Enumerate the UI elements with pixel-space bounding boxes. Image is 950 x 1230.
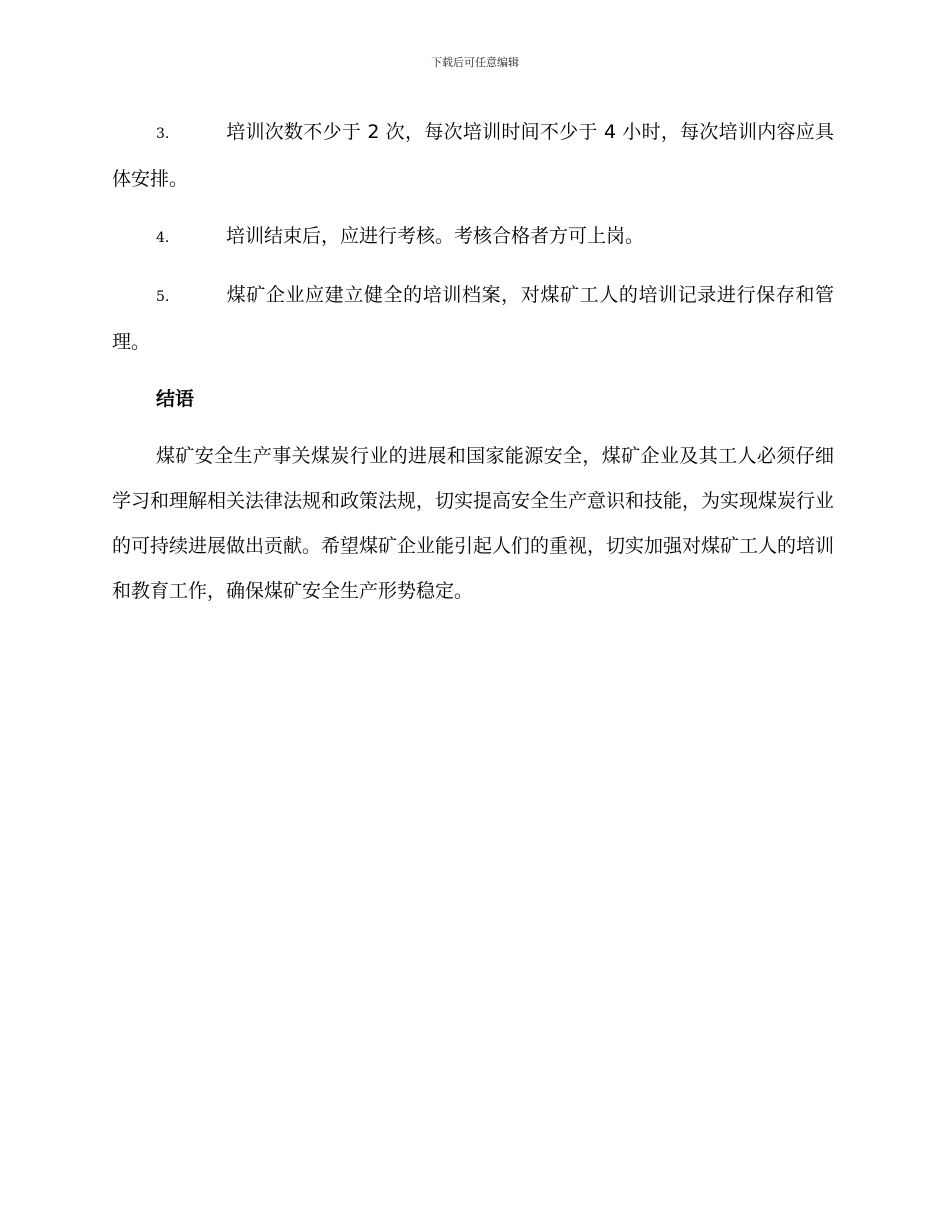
- document-content: [112, 110, 834, 614]
- list-item-number: 5.: [156, 289, 170, 305]
- list-item: [112, 273, 834, 365]
- conclusion-heading: 结语: [156, 388, 195, 410]
- list-item-text: 煤矿企业应建立健全的培训档案，对煤矿工人的培训记录进行保存和管理。: [112, 284, 834, 353]
- conclusion-paragraph: 煤矿安全生产事关煤炭行业的进展和国家能源安全，煤矿企业及其工人必须仔细学习和理解相关法律法规和政策法规，切实提高安全生产意识和技能，为实现煤炭行业的可持续进展做出贡献。希望煤矿企业能引起人们的重视，切实加强对煤矿工人的培训和教育工作，确保煤矿安全生产形势稳定。: [112, 445, 835, 602]
- list-item: [112, 110, 834, 202]
- list-item-number: 3.: [156, 126, 170, 142]
- list-item-text: 培训次数不少于 2 次，每次培训时间不少于 4 小时，每次培训内容应具体安排。: [112, 121, 834, 190]
- list-item-text: 培训结束后，应进行考核。考核合格者方可上岗。: [226, 225, 645, 247]
- list-item-number: 4.: [156, 230, 170, 246]
- list-item: [112, 214, 834, 261]
- page-header: 下载后可任意编辑: [431, 56, 519, 69]
